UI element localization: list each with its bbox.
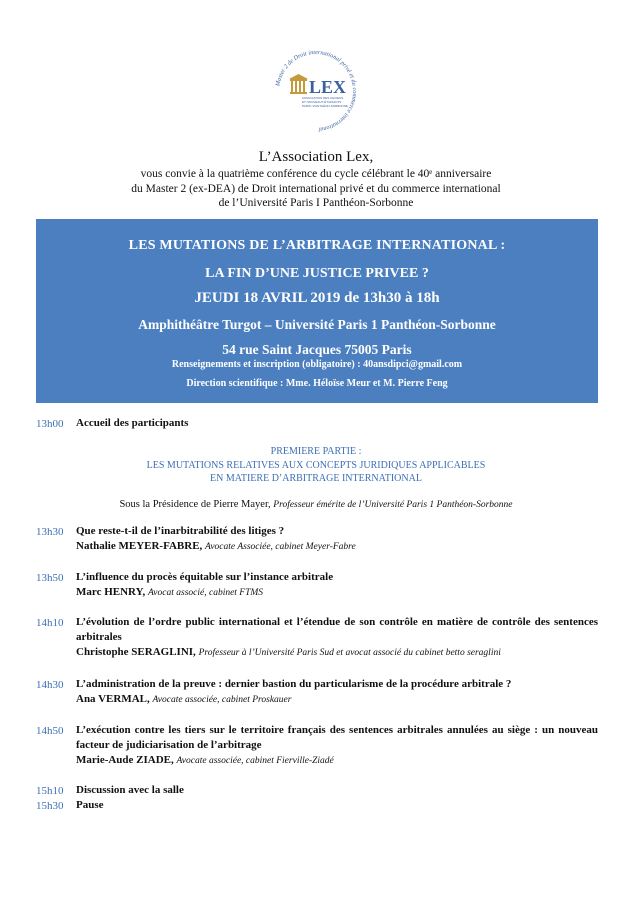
closing-time: 15h30	[36, 800, 64, 812]
closing-entry	[76, 798, 598, 813]
session-entry	[76, 524, 598, 555]
session-role: Avocat associé, cabinet FTMS	[148, 588, 264, 598]
session-speaker: Nathalie MEYER-FABRE,	[76, 540, 206, 552]
session-speaker: Ana VERMAL,	[76, 693, 153, 705]
welcome-time: 13h00	[36, 418, 64, 430]
event-venue: Amphithéâtre Turgot – Université Paris 1 Panthéon-Sorbonne	[138, 317, 496, 332]
welcome-entry	[76, 416, 598, 431]
logo-subtitle-line: PARIS I PANTHÉON-SORBONNE	[302, 104, 348, 108]
event-title-line1: LES MUTATIONS DE L’ARBITRAGE INTERNATIONAL :	[128, 238, 506, 253]
pantheon-icon	[289, 74, 308, 94]
logo-ring-text: Master 2 de Droit international privé et du commerce international	[274, 48, 359, 133]
session-title: L’exécution contre les tiers sur le territoire français des sentences arbitrales annulées au siège : un nouveau facteur de judiciarisation de l’arbitrage	[76, 724, 598, 751]
session-time: 13h50	[36, 572, 64, 584]
session-time: 14h50	[36, 725, 64, 737]
presidency-prefix: Sous la Présidence de Pierre Mayer,	[119, 499, 274, 510]
intro-line: vous convie à la quatrième conférence du cycle célébrant le 40ᵉ anniversaire	[140, 168, 492, 180]
session-role: Avocate Associée, cabinet Meyer-Fabre	[205, 542, 356, 552]
logo-subtitle-line: ASSOCIATION DES ANCIENS	[302, 96, 344, 100]
session-entry	[76, 570, 598, 601]
part-subtitle: LES MUTATIONS RELATIVES AUX CONCEPTS JURIDIQUES APPLICABLES	[146, 460, 486, 471]
session-role: Avocate associée, cabinet Fierville-Ziadé	[176, 756, 334, 766]
session-title: L’influence du procès équitable sur l’instance arbitrale	[76, 571, 334, 583]
association-logo	[271, 46, 361, 136]
registration-info: Renseignements et inscription (obligatoire) : 40ansdipci@gmail.com	[171, 359, 463, 370]
event-banner	[36, 219, 598, 403]
event-address: 54 rue Saint Jacques 75005 Paris	[222, 342, 412, 357]
session-time: 13h30	[36, 526, 64, 538]
event-title-line2: LA FIN D’UNE JUSTICE PRIVEE ?	[205, 266, 429, 281]
session-title: L’administration de la preuve : dernier bastion du particularisme de la procédure arbitrale ?	[76, 678, 512, 690]
welcome-label: Accueil des participants	[76, 417, 189, 429]
session-entry	[76, 677, 598, 708]
organizer-name: L’Association Lex,	[258, 149, 374, 165]
session-speaker: Christophe SERAGLINI,	[76, 646, 199, 658]
session-speaker: Marc HENRY,	[76, 586, 149, 598]
session-entry	[76, 615, 598, 661]
scientific-direction: Direction scientifique : Mme. Héloïse Meur et M. Pierre Feng	[186, 378, 448, 389]
logo-subtitle-line: ET NOUVEAUX ÉTUDIANTS	[302, 100, 342, 104]
closing-entry	[76, 783, 598, 798]
part-heading: PREMIERE PARTIE :	[270, 446, 362, 457]
intro-line: de l’Université Paris I Panthéon-Sorbonne	[218, 197, 414, 209]
session-entry	[76, 723, 598, 769]
closing-label: Discussion avec la salle	[76, 784, 184, 796]
closing-label: Pause	[76, 799, 104, 811]
event-date: JEUDI 18 AVRIL 2019 de 13h30 à 18h	[194, 290, 440, 306]
presidency-line	[0, 499, 632, 510]
logo-brand-text: LEX	[309, 77, 347, 97]
lex-seal-icon	[271, 46, 361, 136]
session-title: L’évolution de l’ordre public international et l’étendue de son contrôle en matière de contrôle des sentences arbitrales	[76, 616, 598, 643]
intro-line: du Master 2 (ex-DEA) de Droit international privé et du commerce international	[131, 182, 501, 195]
session-role: Professeur à l’Université Paris Sud et avocat associé du cabinet betto seraglini	[198, 648, 501, 658]
closing-time: 15h10	[36, 785, 64, 797]
session-speaker: Marie-Aude ZIADE,	[76, 754, 177, 766]
intro-block	[0, 148, 632, 211]
session-time: 14h30	[36, 679, 64, 691]
part-subtitle: EN MATIERE D’ARBITRAGE INTERNATIONAL	[210, 473, 422, 484]
session-role: Avocate associée, cabinet Proskauer	[152, 695, 292, 705]
session-time: 14h10	[36, 617, 64, 629]
session-title: Que reste-t-il de l’inarbitrabilité des litiges ?	[76, 525, 285, 537]
presidency-role: Professeur émérite de l’Université Paris 1 Panthéon-Sorbonne	[273, 500, 513, 510]
